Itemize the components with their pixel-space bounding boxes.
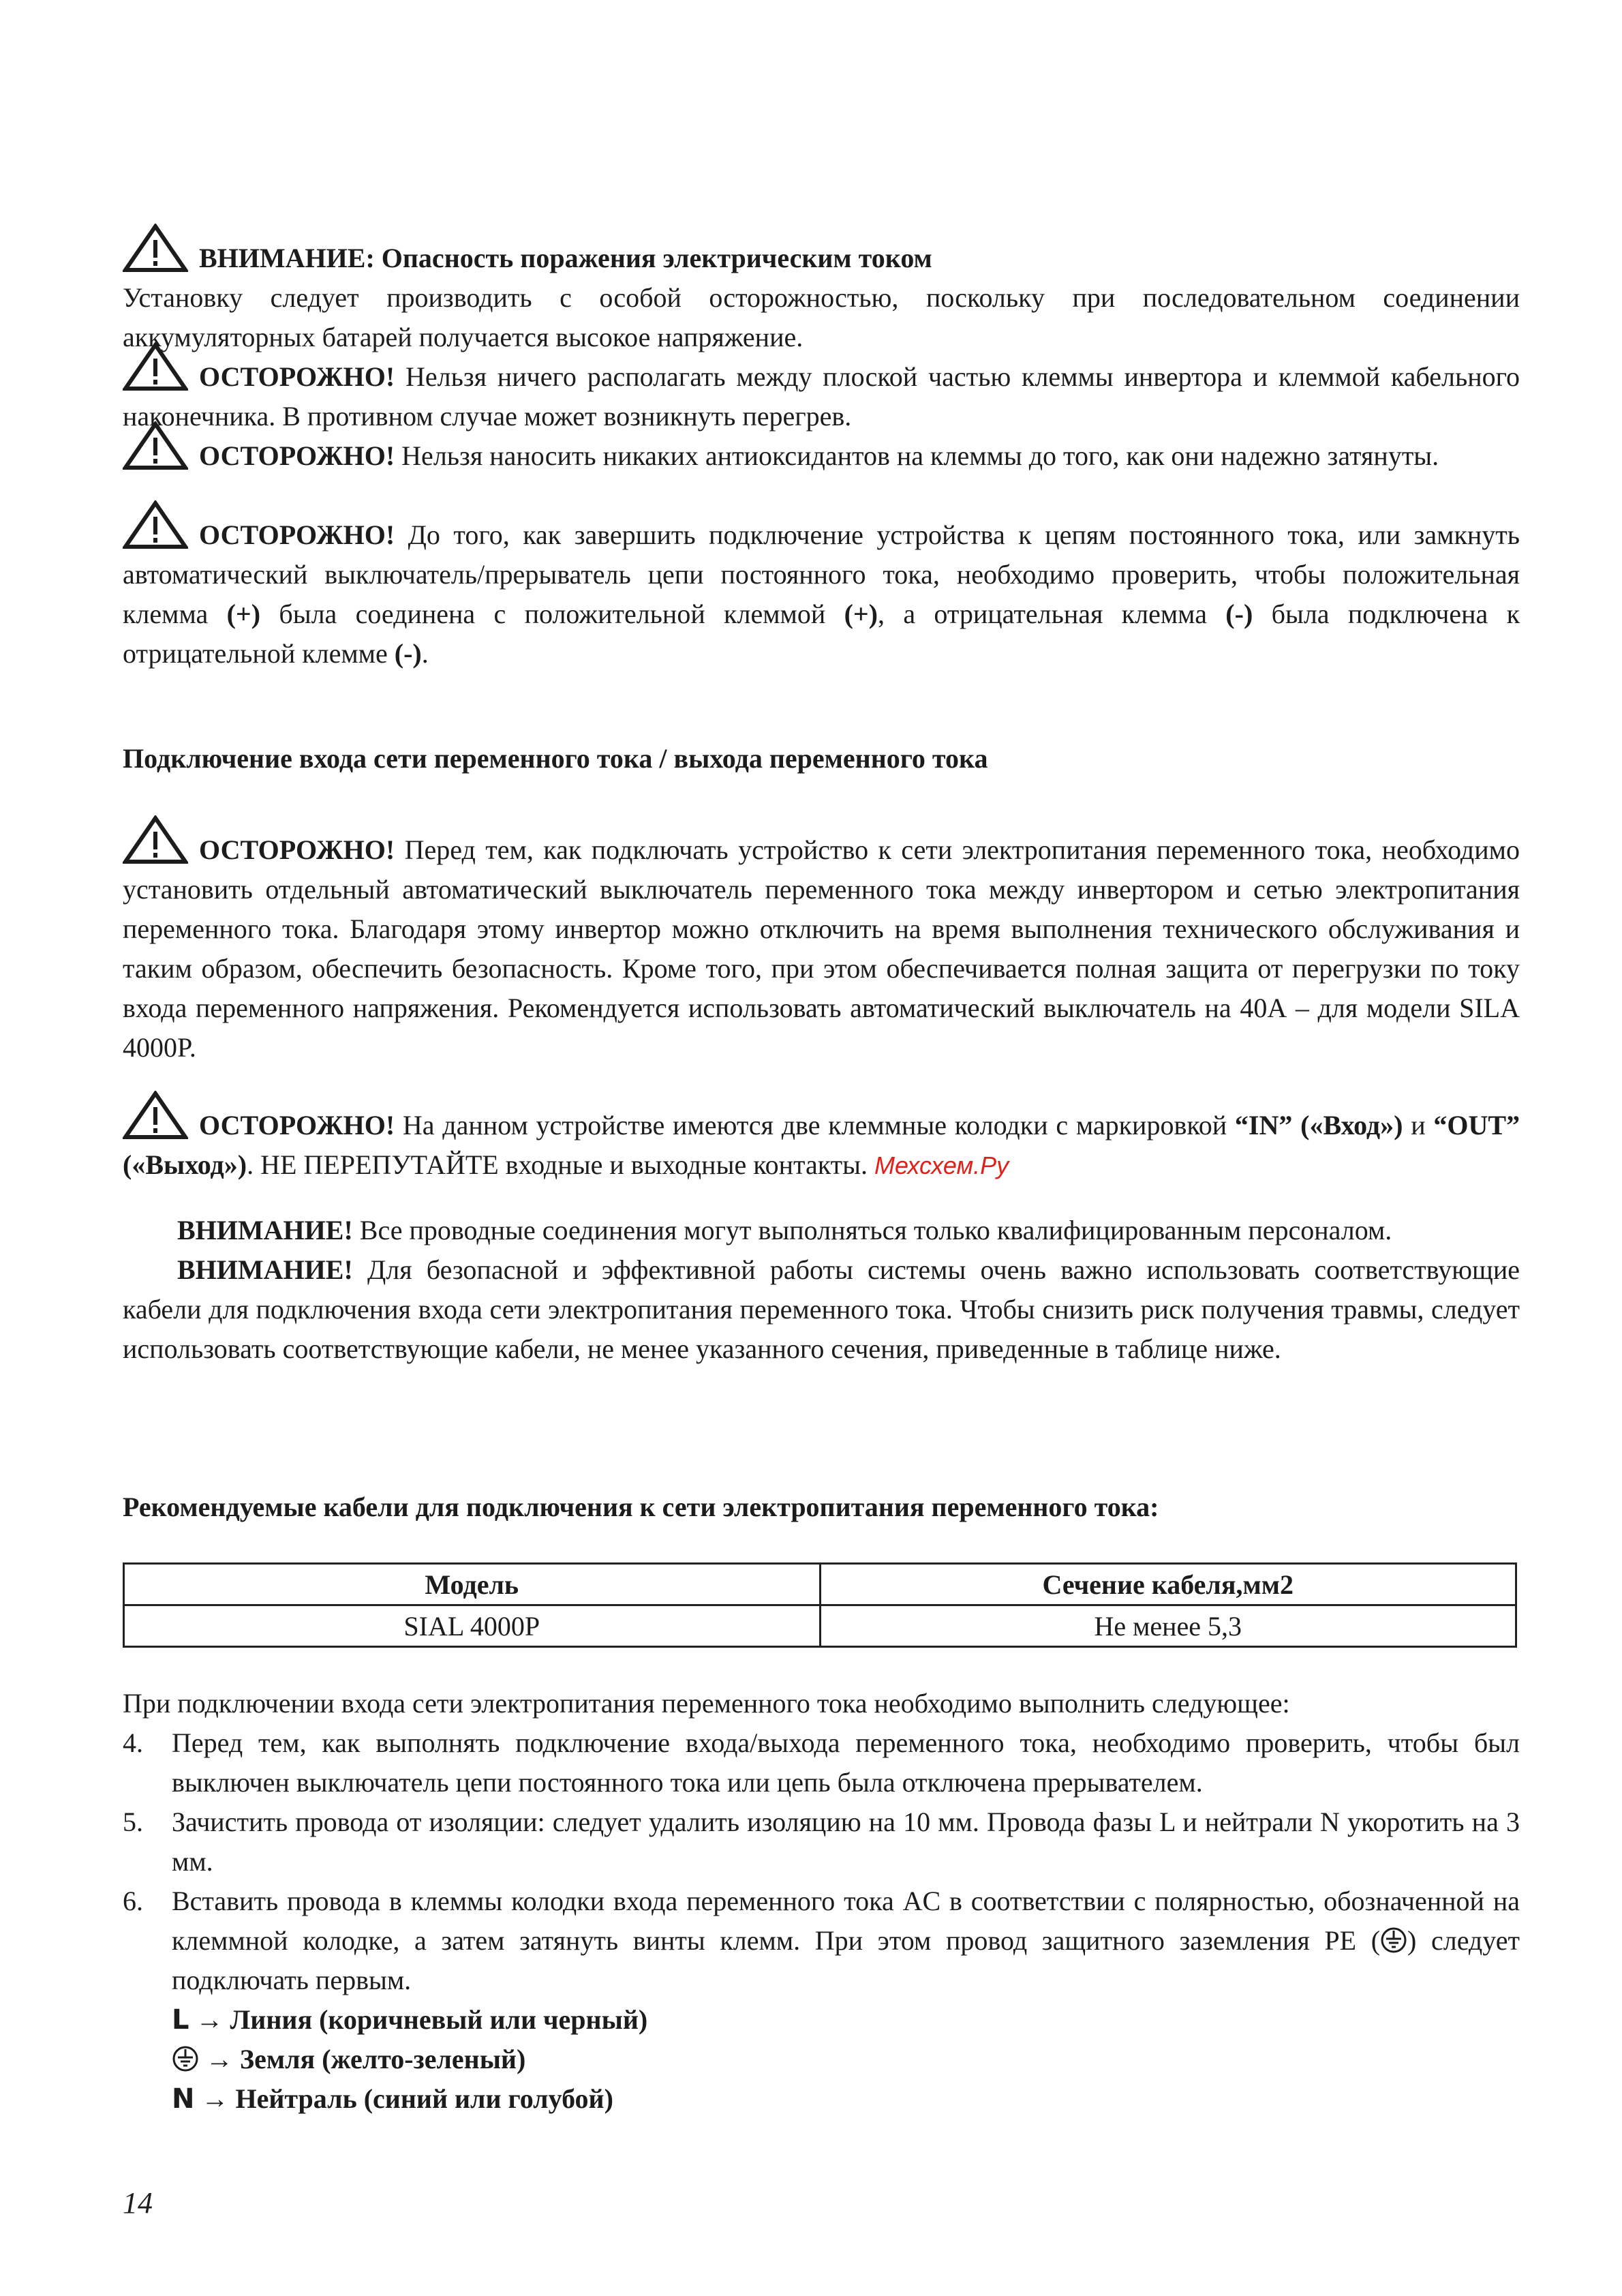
in-label: “IN” <box>1234 1110 1293 1141</box>
caution-antioxidant <box>123 421 1520 476</box>
warning-triangle-icon <box>123 1091 188 1140</box>
note-lead: ВНИМАНИЕ! <box>177 1215 353 1245</box>
note-cables <box>123 1250 1520 1369</box>
note-qualified-personnel <box>123 1211 1520 1250</box>
caution-lead: ОСТОРОЖНО! <box>199 834 395 865</box>
caution-text: была подключена к отрицательной клемме <box>123 599 1520 669</box>
warning-triangle-icon <box>123 815 188 864</box>
caution-dc-polarity <box>123 500 1520 674</box>
caution-text: . НЕ ПЕРЕПУТАЙТЕ входные и выходные контакты. <box>247 1149 868 1180</box>
warning-triangle-icon <box>123 224 188 273</box>
item-text: Вставить провода в клеммы колодки входа переменного тока AC в соответствии с полярностью, обозначенной на клеммной колодке, а затем затянуть винты клемм. При этом провод защитного заземления PE ( <box>172 1886 1520 1956</box>
cables-heading: Рекомендуемые кабели для подключения к сети электропитания переменного тока: <box>123 1492 1159 1522</box>
in-label-ru: («Вход») <box>1300 1110 1403 1141</box>
caution-lead: ОСТОРОЖНО! <box>199 1110 395 1141</box>
plus-sign: (+) <box>226 599 261 629</box>
wire-line <box>123 2000 1520 2040</box>
ground-icon <box>1380 1925 1407 1952</box>
column-header-section: Сечение кабеля,мм2 <box>820 1564 1516 1605</box>
caution-text: На данном устройстве имеются две клеммные колодки с маркировкой <box>402 1110 1227 1141</box>
item-number: 4. <box>123 1727 143 1758</box>
steps-list <box>123 1723 1520 2000</box>
wire-text: Нейтраль (синий или голубой) <box>235 2083 613 2114</box>
ac-section-heading-block <box>123 739 1520 779</box>
cell-section: Не менее 5,3 <box>820 1605 1516 1647</box>
minus-sign: (-) <box>1225 599 1253 629</box>
caution-lead: ОСТОРОЖНО! <box>199 519 395 550</box>
note-text: Все проводные соединения могут выполняться только квалифицированным персоналом. <box>359 1215 1392 1245</box>
list-item <box>123 1882 1520 2000</box>
column-header-model: Модель <box>124 1564 821 1605</box>
table-header-row <box>124 1564 1516 1605</box>
wire-ground <box>123 2040 1520 2079</box>
caution-text: До того, как завершить подключение устройства к цепям постоянного тока, или замкнуть автоматический выключатель/прерыватель цепи постоянного тока, необходимо проверить, чтобы положительная клемма <box>123 519 1520 629</box>
cell-model: SIAL 4000P <box>124 1605 821 1647</box>
caution-text: Перед тем, как подключать устройство к сети электропитания переменного тока, необходимо установить отдельный автоматический выключатель переменного тока между инвертором и сетью электропитания переменного тока. Благодаря этому инвертор можно отключить на время выполнения технического обслуживания и таким образом, обеспечить безопасность. Кроме того, при этом обеспечивается полная защита от перегрузки по току входа переменного напряжения. Рекомендуется использовать автоматический выключатель на 40А – для модели SILA 4000P. <box>123 834 1520 1063</box>
out-label: “OUT” <box>1433 1110 1520 1141</box>
cables-table <box>123 1562 1517 1648</box>
caution-text: Нельзя наносить никаких антиоксидантов на клеммы до того, как они надежно затянуты. <box>401 440 1439 471</box>
item-text: Перед тем, как выполнять подключение входа/выхода переменного тока, необходимо проверить, чтобы был выключен выключатель цепи постоянного тока или цепь была отключена прерывателем. <box>172 1727 1520 1798</box>
list-item <box>123 1802 1520 1882</box>
warning-electric-shock <box>123 224 1520 357</box>
caution-text: и <box>1411 1110 1426 1141</box>
caution-ac-breaker <box>123 815 1520 1068</box>
caution-text: , а отрицательная клемма <box>878 599 1207 629</box>
warning-lead: ВНИМАНИЕ: Опасность поражения электрическим током <box>199 243 932 273</box>
item-text: Зачистить провода от изоляции: следует удалить изоляцию на 10 мм. Провода фазы L и нейтрали N укоротить на 3 мм. <box>172 1807 1520 1877</box>
page-number: 14 <box>123 2186 153 2220</box>
warning-text: Установку следует производить с особой осторожностью, поскольку при последовательном соединении аккумуляторных батарей получается высокое напряжение. <box>123 282 1520 352</box>
caution-lead: ОСТОРОЖНО! <box>199 361 395 392</box>
out-label-ru: («Выход») <box>123 1149 247 1180</box>
connection-steps <box>123 1684 1520 2119</box>
section-heading: Подключение входа сети переменного тока / выхода переменного тока <box>123 743 988 774</box>
caution-text: Нельзя ничего располагать между плоской частью клеммы инвертора и клеммой кабельного наконечника. В противном случае может возникнуть перегрев. <box>123 361 1520 432</box>
item-text: ) следует подключать первым. <box>172 1925 1520 1995</box>
caution-text: была соединена с положительной клеммой <box>279 599 826 629</box>
cables-heading-block <box>123 1487 1520 1527</box>
arrow-icon: → <box>201 2083 229 2114</box>
wire-text: Земля (желто-зеленый) <box>240 2044 526 2074</box>
item-number: 5. <box>123 1807 143 1837</box>
minus-sign: (-) <box>394 638 422 669</box>
arrow-icon: → <box>196 2004 224 2035</box>
ground-icon <box>172 2044 199 2071</box>
attention-notes <box>123 1211 1520 1369</box>
note-lead: ВНИМАНИЕ! <box>177 1254 353 1285</box>
steps-intro: При подключении входа сети электропитания переменного тока необходимо выполнить следующее: <box>123 1688 1290 1719</box>
warning-triangle-icon <box>123 342 188 391</box>
watermark: Мехсхем.Ру <box>874 1151 1009 1179</box>
arrow-icon: → <box>206 2044 233 2074</box>
table-row <box>124 1605 1516 1647</box>
line-symbol: L <box>172 2004 189 2036</box>
item-number: 6. <box>123 1886 143 1916</box>
note-text: Для безопасной и эффективной работы системы очень важно использовать соответствующие кабели для подключения входа сети электропитания переменного тока. Чтобы снизить риск получения травмы, следует использовать соответствующие кабели, не менее указанного сечения, приведенные в таблице ниже. <box>123 1254 1520 1364</box>
warning-triangle-icon <box>123 500 188 549</box>
plus-sign: (+) <box>844 599 878 629</box>
warning-triangle-icon <box>123 421 188 470</box>
neutral-symbol: N <box>172 2083 195 2115</box>
wire-neutral <box>123 2079 1520 2119</box>
caution-in-out-terminals <box>123 1091 1520 1185</box>
list-item <box>123 1723 1520 1802</box>
wire-text: Линия (коричневый или черный) <box>230 2004 648 2035</box>
period: . <box>421 638 429 669</box>
caution-lead: ОСТОРОЖНО! <box>199 440 395 471</box>
